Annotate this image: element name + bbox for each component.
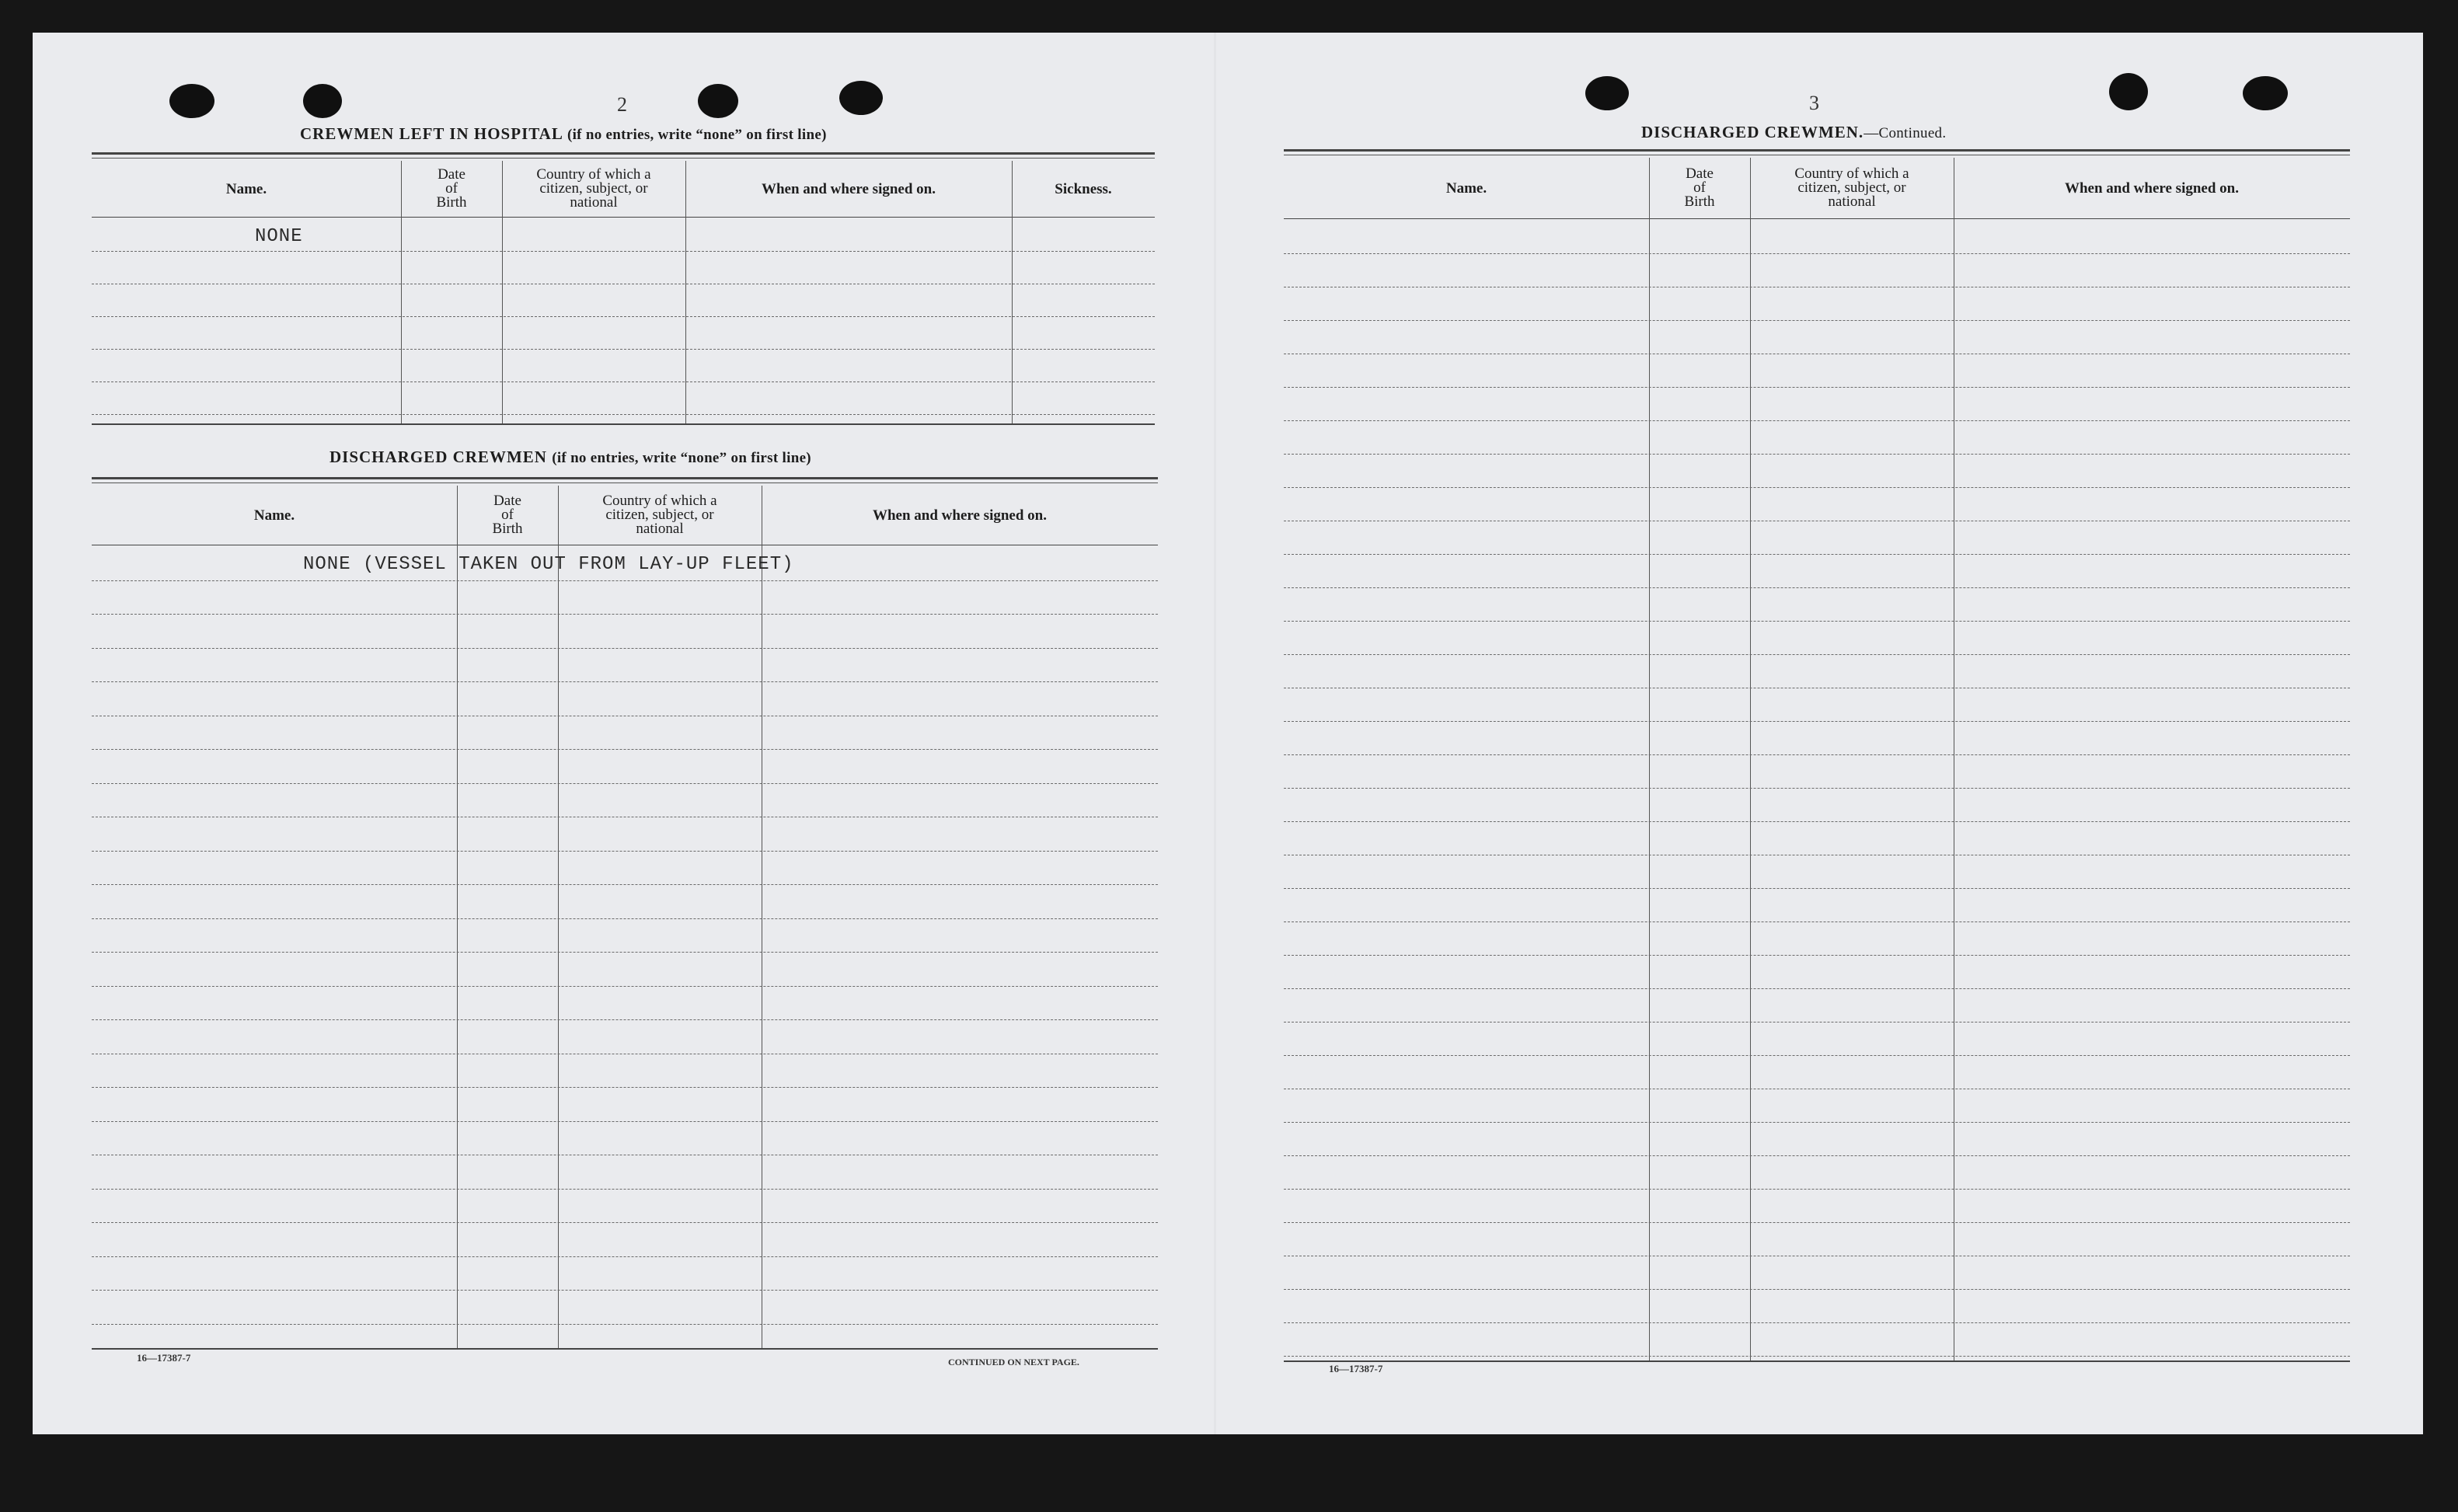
punch-hole [2109,73,2148,110]
discharged-continued-header [1284,158,2350,219]
discharged-title-note: (if no entries, write “none” on first line) [552,450,811,466]
col-date-of-birth-header: Date of Birth [436,166,467,211]
form-number: 16—17387-7 [1329,1363,1383,1374]
col-country-header: Country of which a citizen, subject, or national [1794,165,1909,210]
form-number: 16—17387-7 [137,1352,191,1364]
col-sickness-header: Sickness. [1055,180,1112,197]
col-when-where-header: When and where signed on. [872,507,1047,524]
punch-hole [1585,76,1629,110]
col-date-of-birth-header: Date of Birth [1684,165,1715,210]
discharged-continued-title [1641,123,1946,142]
discharged-continued-table [1284,149,2350,1362]
col-date-of-birth-header: Date of Birth [492,493,523,537]
discharged-continued-title-text: DISCHARGED CREWMEN. [1641,123,1864,141]
punch-hole [169,84,214,118]
hospital-entry: NONE [255,226,303,247]
hospital-table [92,152,1155,425]
table-row [92,546,1158,1325]
page-fold [1214,33,1216,1434]
hospital-section-title [300,124,827,144]
page-number: 2 [617,93,627,116]
punch-hole [839,81,883,115]
punch-hole [303,84,342,118]
page-number: 3 [1809,92,1819,114]
hospital-table-header [92,161,1155,218]
col-when-where-header: When and where signed on. [761,180,936,197]
hospital-title-text: CREWMEN LEFT IN HOSPITAL [300,124,563,143]
discharged-table-header [92,486,1158,545]
discharged-table [92,477,1158,1350]
col-country-header: Country of which a citizen, subject, or national [602,493,717,537]
col-name-header: Name. [225,180,267,197]
col-name-header: Name. [1445,179,1487,197]
punch-hole [698,84,738,118]
continued-note: CONTINUED ON NEXT PAGE. [948,1357,1079,1367]
discharged-section-title [329,448,811,467]
table-row [92,218,1155,415]
discharged-entry: NONE (VESSEL TAKEN OUT FROM LAY-UP FLEET) [303,554,794,575]
table-row [1284,220,2350,1357]
discharged-title-text: DISCHARGED CREWMEN [329,448,547,466]
col-when-where-header: When and where signed on. [2064,179,2239,197]
continued-label: —Continued. [1864,125,1947,141]
hospital-title-note: (if no entries, write “none” on first line) [567,127,827,143]
col-name-header: Name. [253,507,295,524]
punch-hole [2243,76,2288,110]
col-country-header: Country of which a citizen, subject, or national [536,166,651,211]
